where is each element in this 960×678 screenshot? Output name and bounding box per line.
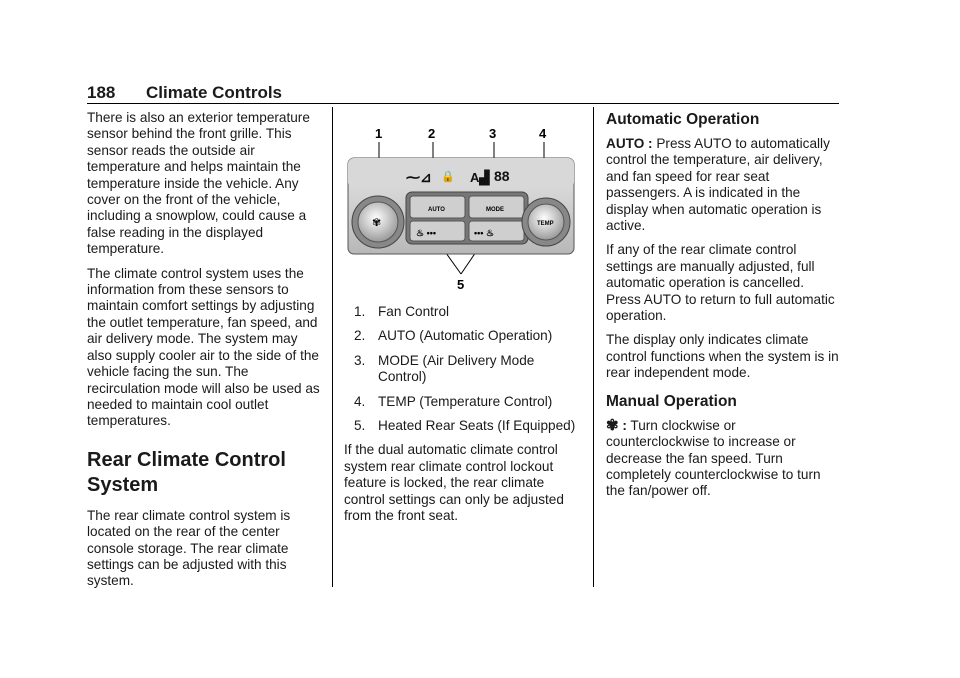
paragraph-manual-adjust: If any of the rear climate control settings are manually adjusted, full automatic operation is cancelled. Press AUTO to return to full automatic operation. (606, 242, 835, 324)
callout-3: 3 (489, 126, 497, 141)
heading-manual-operation: Manual Operation (606, 392, 737, 410)
paragraph-lockout: If the dual automatic climate control system rear climate control lockout feature is locked, the rear climate control settings can only be adjusted from the front seat. (344, 442, 564, 524)
svg-text:🔒: 🔒 (441, 171, 455, 183)
page-number: 188 (87, 83, 116, 102)
paragraph-exterior-sensor: There is also an exterior temperature sensor behind the front grille. This sensor reads the outside air temperature and helps maintain the temperature inside the vehicle. Any cover on the front of the vehicle, including a snowplow, could cause a false reading in the displayed temperature. (87, 110, 310, 257)
section-heading-rear-climate: Rear Climate Control System (87, 448, 286, 496)
callout-1: 1 (375, 126, 383, 141)
callout-list (344, 304, 580, 434)
svg-text:88: 88 (494, 168, 510, 184)
column-1 (87, 110, 321, 598)
paragraph-auto: AUTO : Press AUTO to automatically control the temperature, air delivery, and fan speed for rear seat passengers. A is indicated in the display when automatic operation is active. (606, 136, 830, 234)
header-rule (87, 103, 839, 104)
paragraph-climate-system: The climate control system uses the information from these sensors to maintain comfort settings by adjusting the outlet temperature, fan speed, and air delivery mode. The system may also supply cooler air to the side of the vehicle facing the sun. The recirculation mode will also be used as needed to maintain cool outlet temperatures. (87, 265, 320, 429)
callout-4: 4 (539, 126, 547, 141)
list-item: 2. AUTO (Automatic Operation) (354, 328, 553, 344)
list-item: 3. MODE (Air Delivery Mode Control) (354, 352, 535, 385)
column-divider-1 (332, 107, 333, 587)
mode-button-label: MODE (486, 207, 504, 213)
callout-5: 5 (457, 277, 465, 292)
fan-icon: ✾ (372, 217, 382, 229)
rear-climate-panel-diagram (344, 124, 576, 292)
column-divider-2 (593, 107, 594, 587)
list-item: 1. Fan Control (354, 304, 450, 319)
list-item: 4. TEMP (Temperature Control) (354, 393, 553, 409)
page-title: Climate Controls (146, 83, 283, 102)
fan-icon: ✾ (606, 416, 619, 434)
heading-automatic-operation: Automatic Operation (606, 111, 760, 128)
paragraph-display: The display only indicates climate control functions when the system is in rear independent mode. (606, 332, 839, 381)
right-seat-heat-icon: ••• ♨ (474, 228, 495, 238)
temp-knob-label: TEMP (537, 221, 554, 227)
column-2 (344, 304, 580, 532)
list-item: 5. Heated Rear Seats (If Equipped) (354, 418, 576, 434)
svg-text:A▟: A▟ (470, 170, 490, 185)
left-seat-heat-icon: ♨ ••• (416, 228, 437, 238)
page-header (87, 83, 839, 105)
callout-2: 2 (428, 126, 436, 141)
paragraph-rear-climate: The rear climate control system is located on the rear of the center console storage. The rear climate settings can be adjusted with this system. (87, 507, 291, 589)
svg-text:⁓⊿: ⁓⊿ (406, 169, 432, 185)
auto-button-label: AUTO (428, 207, 445, 213)
column-3 (606, 110, 840, 508)
paragraph-fan: ✾ : Turn clockwise or counterclockwise to increase or decrease the fan speed. Turn completely counterclockwise to turn the fan/power off. (606, 416, 821, 499)
